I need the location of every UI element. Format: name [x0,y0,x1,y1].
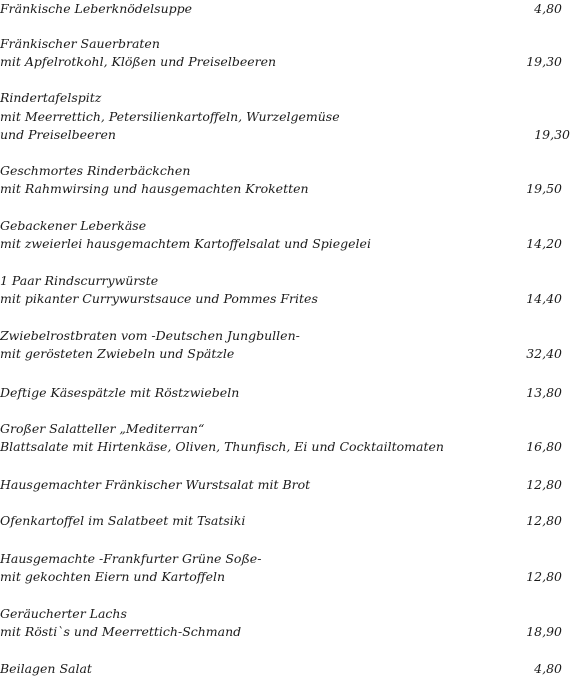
dish-price: 14,20 [526,236,562,251]
dish-name: Deftige Käsespätzle mit Röstzwiebeln [0,385,240,400]
dish-description: mit zweierlei hausgemachtem Kartoffelsalat und Spiegelei [0,236,371,251]
dish-name: Geräucherter Lachs [0,606,127,621]
dish-description: und Preiselbeeren [0,127,116,142]
dish-name: Gebackener Leberkäse [0,218,147,233]
dish-description: mit Apfelrotkohl, Klößen und Preiselbeeren [0,54,277,69]
dish-price: 12,80 [526,513,562,528]
dish-price: 19,50 [526,181,562,196]
dish-price: 16,80 [526,439,562,454]
dish-name: Rindertafelspitz [0,90,102,105]
dish-price: 18,90 [526,624,562,639]
dish-name: Ofenkartoffel im Salatbeet mit Tsatsiki [0,513,246,528]
dish-name: Geschmortes Rinderbäckchen [0,163,191,178]
dish-description: mit Rahmwirsing und hausgemachten Kroketten [0,181,309,196]
dish-name: Großer Salatteller „Mediterran“ [0,421,205,436]
dish-description: mit Rösti`s und Meerrettich-Schmand [0,624,242,639]
dish-price: 14,40 [526,291,562,306]
dish-price: 32,40 [526,346,562,361]
dish-price: 13,80 [526,385,562,400]
dish-description: mit pikanter Currywurstsauce und Pommes Frites [0,291,318,306]
dish-name: Fränkischer Sauerbraten [0,36,160,51]
dish-description: mit Meerrettich, Petersilienkartoffeln, Wurzelgemüse [0,109,340,124]
dish-price: 4,80 [534,1,562,16]
dish-name: Beilagen Salat [0,661,92,676]
dish-name: Hausgemachte -Frankfurter Grüne Soße- [0,551,262,566]
dish-price: 19,30 [526,54,562,69]
dish-price: 19,30 [534,127,570,142]
dish-price: 4,80 [534,661,562,676]
dish-description: Blattsalate mit Hirtenkäse, Oliven, Thunfisch, Ei und Cocktailtomaten [0,439,444,454]
dish-description: mit gekochten Eiern und Kartoffeln [0,569,226,584]
dish-name: Zwiebelrostbraten vom -Deutschen Jungbullen- [0,328,300,343]
dish-name: 1 Paar Rindscurrywürste [0,273,159,288]
dish-description: mit gerösteten Zwiebeln und Spätzle [0,346,235,361]
dish-price: 12,80 [526,569,562,584]
dish-price: 12,80 [526,477,562,492]
dish-name: Fränkische Leberknödelsuppe [0,1,193,16]
dish-name: Hausgemachter Fränkischer Wurstsalat mit Brot [0,477,311,492]
